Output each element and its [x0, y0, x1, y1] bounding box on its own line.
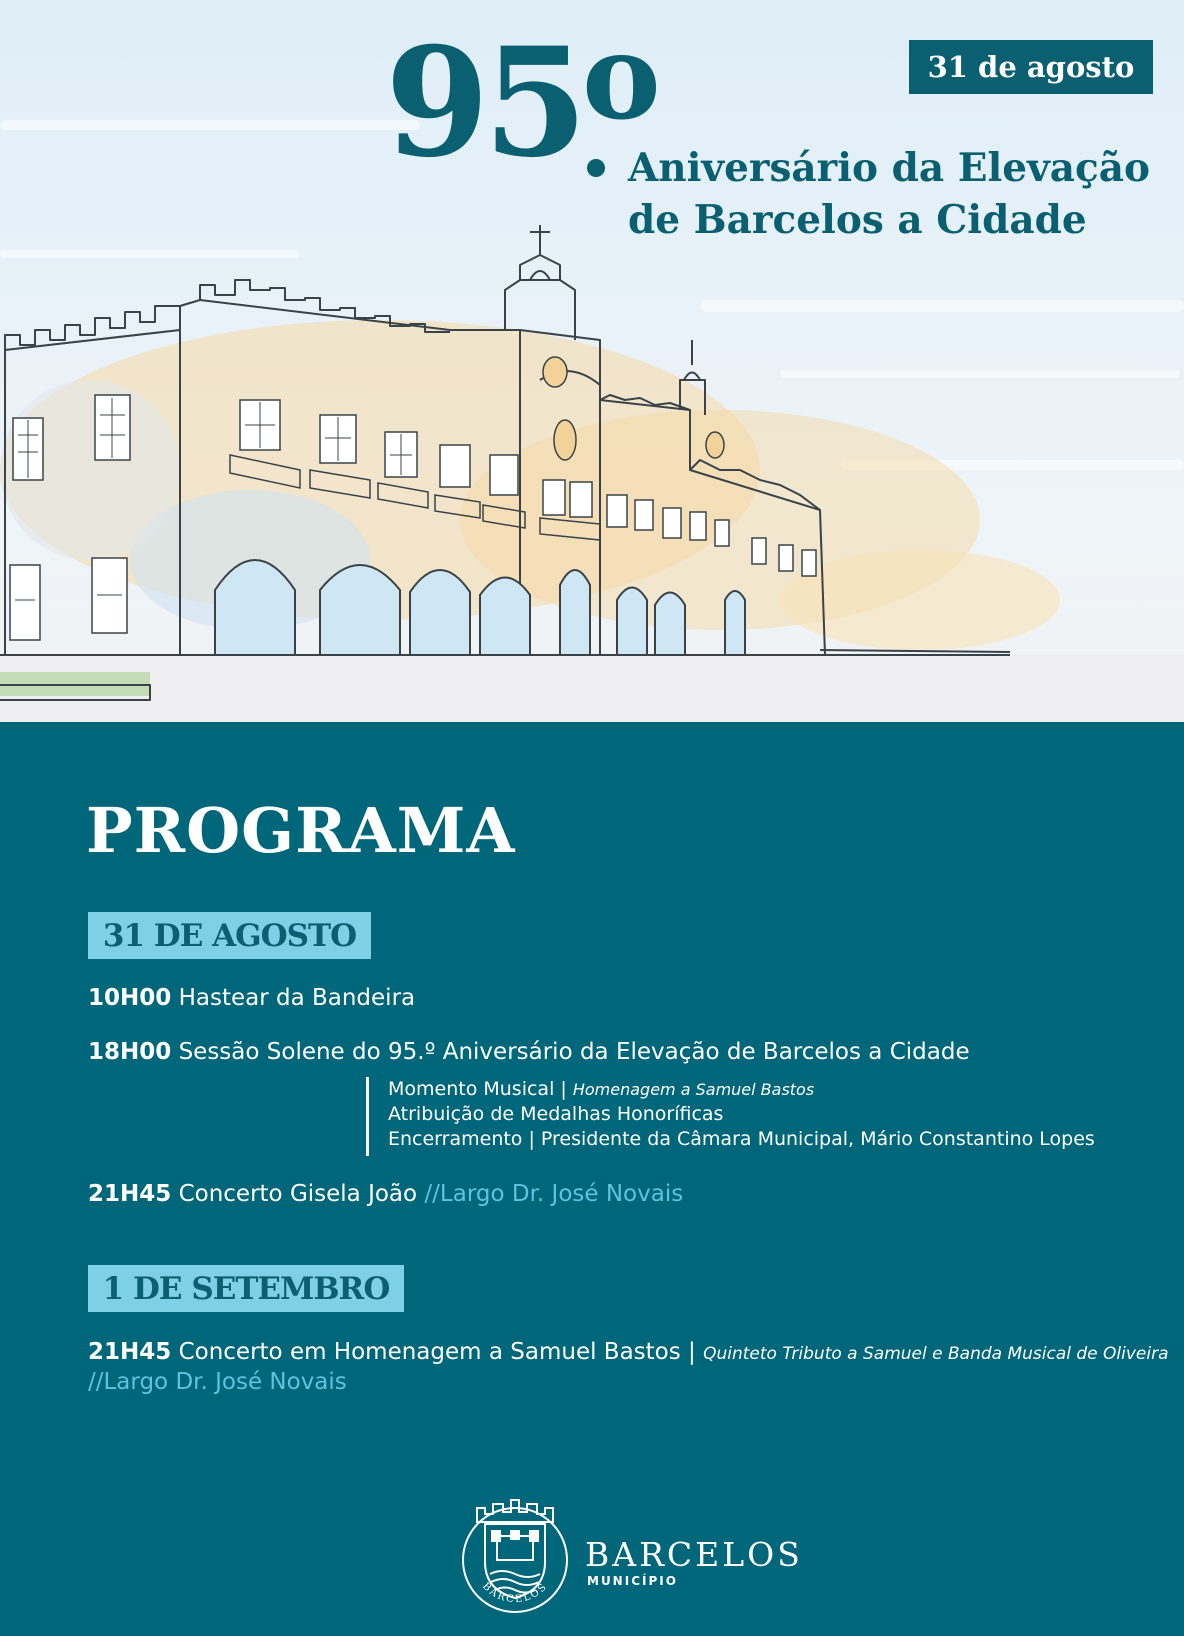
ordinal-mark: o: [582, 7, 661, 146]
event-row: [88, 983, 415, 1013]
event-location-row: [88, 1367, 347, 1397]
detail-note: Homenagem a Samuel Bastos: [572, 1080, 815, 1099]
anniversary-number: 95: [385, 15, 582, 191]
day-badge-1-setembro: 1 DE SETEMBRO: [88, 1265, 404, 1312]
hero-title-line-1: Aniversário da Elevação: [628, 145, 1151, 191]
event-details: [366, 1077, 1095, 1156]
municipal-coat-of-arms-icon: [455, 1492, 575, 1617]
event-location: //Largo Dr. José Novais: [424, 1181, 684, 1207]
event-note: Quinteto Tributo a Samuel e Banda Musical de Oliveira: [703, 1344, 1169, 1364]
event-time: 10H00: [88, 985, 172, 1011]
event-title: Concerto Gisela João: [178, 1181, 418, 1207]
hero-banner: [0, 0, 1184, 722]
ordinal-dot: [587, 159, 605, 177]
detail-item: Encerramento | Presidente da Câmara Municipal, Mário Constantino Lopes: [388, 1128, 1095, 1150]
logo-subtitle: MUNICÍPIO: [587, 1574, 678, 1588]
event-row: [88, 1037, 970, 1067]
detail-item: Atribuição de Medalhas Honoríficas: [388, 1103, 724, 1125]
event-title: Concerto em Homenagem a Samuel Bastos |: [178, 1339, 696, 1365]
event-row: [88, 1179, 683, 1209]
hero-title: [628, 142, 1168, 246]
event-time: 21H45: [88, 1181, 172, 1207]
event-location: //Largo Dr. José Novais: [88, 1369, 347, 1395]
event-row: [88, 1337, 1169, 1369]
event-time: 21H45: [88, 1339, 172, 1365]
seal-text: BARCELOS: [480, 1580, 550, 1606]
logo-name: BARCELOS: [585, 1535, 803, 1574]
event-time: 18H00: [88, 1039, 172, 1065]
date-badge: 31 de agosto: [909, 40, 1153, 94]
program-heading: PROGRAMA: [86, 794, 516, 867]
hero-title-line-2: de Barcelos a Cidade: [628, 197, 1087, 243]
day-badge-31-agosto: 31 DE AGOSTO: [88, 912, 371, 959]
detail-item: [388, 1077, 1095, 1102]
event-title: Hastear da Bandeira: [178, 985, 416, 1011]
event-title: Sessão Solene do 95.º Aniversário da Elevação de Barcelos a Cidade: [178, 1039, 970, 1065]
detail-label: Momento Musical |: [388, 1078, 567, 1100]
